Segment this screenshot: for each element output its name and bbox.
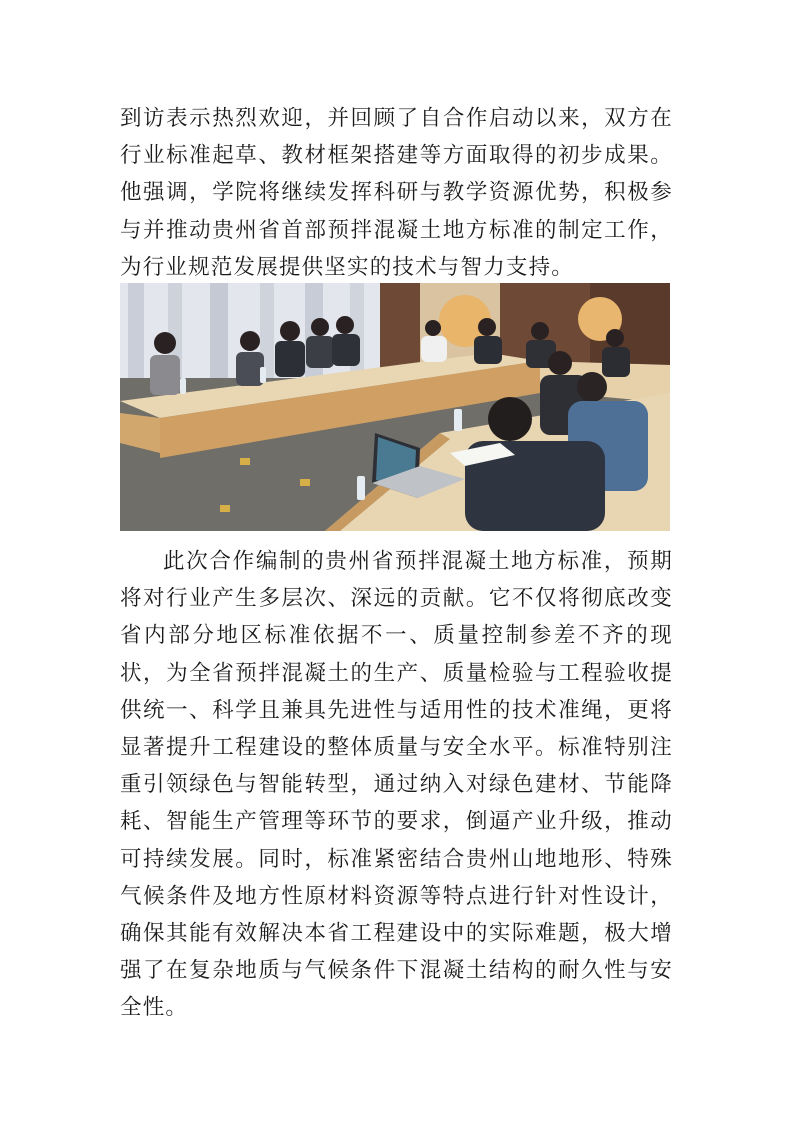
meeting-photo-icon [120,283,670,531]
body-paragraph-1: 到访表示热烈欢迎，并回顾了自合作启动以来，双方在行业标准起草、教材框架搭建等方面取得的初步成果。他强调，学院将继续发挥科研与教学资源优势，积极参与并推动贵州省首部预拌混凝土地方标准的制定工作，为行业规范发展提供坚实的技术与智力支持。 [120,106,673,280]
body-paragraph-2: 此次合作编制的贵州省预拌混凝土地方标准，预期将对行业产生多层次、深远的贡献。它不仅将彻底改变省内部分地区标准依据不一、质量控制参差不齐的现状，为全省预拌混凝土的生产、质量检验与工程验收提供统一、科学且兼具先进性与适用性的技术准绳，更将显著提升工程建设的整体质量与安全水平。标准特别注重引领绿色与智能转型，通过纳入对绿色建材、节能降耗、智能生产管理等环节的要求，倒逼产业升级，推动可持续发展。同时，标准紧密结合贵州山地地形、特殊气候条件及地方性原材料资源等特点进行针对性设计，确保其能有效解决本省工程建设中的实际难题，极大增强了在复杂地质与气候条件下混凝土结构的耐久性与安全性。 [120,549,673,1021]
meeting-photo [120,283,670,531]
